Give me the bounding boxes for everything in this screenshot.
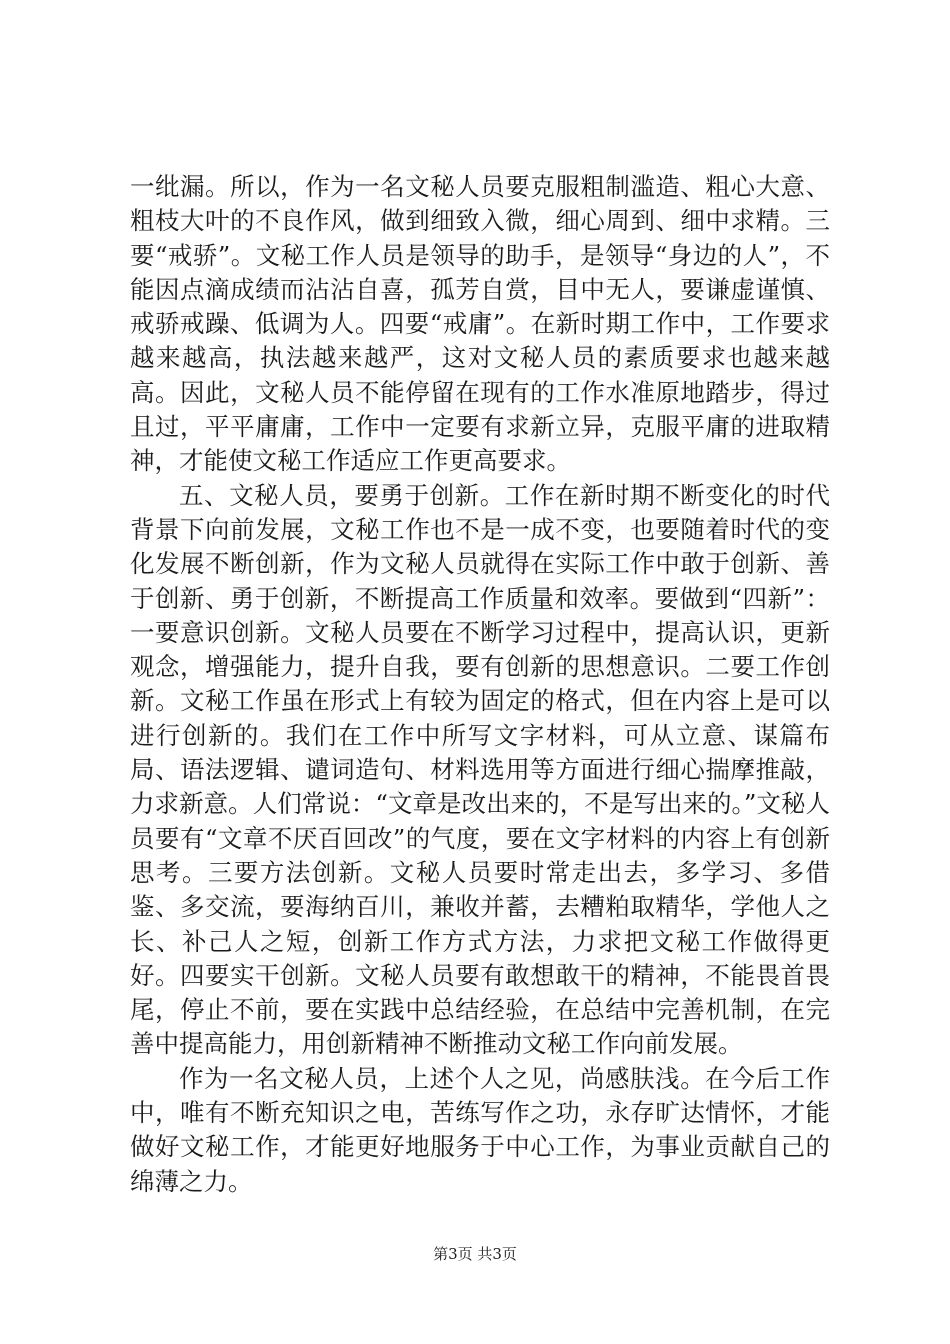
paragraph-innovation: 五、文秘人员，要勇于创新。工作在新时期不断变化的时代背景下向前发展，文秘工作也不是一成不变，也要随着时代的变化发展不断创新，作为文秘人员就得在实际工作中敢于创新、善于创新、勇于创新，不断提高工作质量和效率。要做到“四新”：一要意识创新。文秘人员要在不断学习过程中，提高认识，更新观念，增强能力，提升自我，要有创新的思想意识。二要工作创新。文秘工作虽在形式上有较为固定的格式，但在内容上是可以进行创新的。我们在工作中所写文字材料，可从立意、谋篇布局、语法逻辑、谴词造句、材料选用等方面进行细心揣摩推敲，力求新意。人们常说：“文章是改出来的，不是写出来的。”文秘人员要有“文章不厌百回改”的气度，要在文字材料的内容上有创新思考。三要方法创新。文秘人员要时常走出去，多学习、多借鉴、多交流，要海纳百川，兼收并蓄，去糟粕取精华，学他人之长、补己人之短，创新工作方式方法，力求把文秘工作做得更好。四要实干创新。文秘人员要有敢想敢干的精神，不能畏首畏尾，停止不前，要在实践中总结经验，在总结中完善机制，在完善中提高能力，用创新精神不断推动文秘工作向前发展。: [130, 480, 830, 1059]
paragraph-continuation: 一纰漏。所以，作为一名文秘人员要克服粗制滥造、粗心大意、粗枝大叶的不良作风，做到细致入微，细心周到、细中求精。三要“戒骄”。文秘工作人员是领导的助手，是领导“身边的人”，不能因点滴成绩而沾沾自喜，孤芳自赏，目中无人，要谦虚谨慎、戒骄戒躁、低调为人。四要“戒庸”。在新时期工作中，工作要求越来越高，执法越来越严，这对文秘人员的素质要求也越来越高。因此，文秘人员不能停留在现有的工作水准原地踏步，得过且过，平平庸庸，工作中一定要有求新立异，克服平庸的进取精神，才能使文秘工作适应工作更高要求。: [130, 172, 830, 476]
document-body: [130, 170, 830, 1199]
paragraph-conclusion: 作为一名文秘人员，上述个人之见，尚感肤浅。在今后工作中，唯有不断充知识之电，苦练写作之功，永存旷达情怀，才能做好文秘工作，才能更好地服务于中心工作，为事业贡献自己的绵薄之力。: [130, 1063, 830, 1196]
page-number-footer: 第3页 共3页: [433, 1245, 517, 1263]
